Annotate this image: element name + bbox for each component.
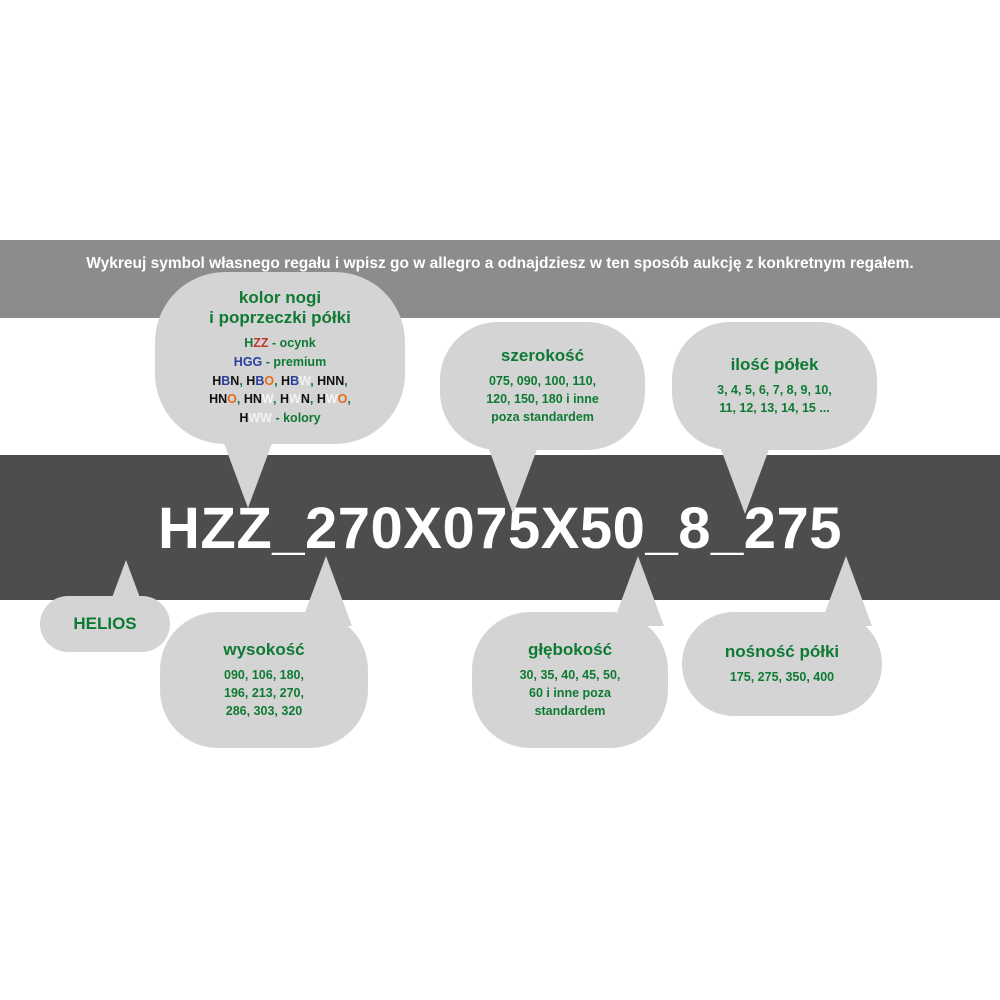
glebokosc-line-3: standardem — [534, 704, 606, 719]
callout-wysokosc-title: wysokość — [223, 639, 305, 659]
szerokosc-line-1: 075, 090, 100, 110, — [488, 373, 597, 388]
callout-helios-brand — [40, 596, 170, 652]
callout-kolor-body — [209, 334, 351, 428]
background-band-top — [0, 240, 1000, 318]
callout-tail-kolor — [222, 438, 274, 508]
callout-glebokosc-body — [520, 666, 621, 720]
kolor-line-3: HBN, HBO, HBW, HNN, — [212, 373, 348, 388]
callout-kolor-title-line1: kolor nogi — [238, 288, 322, 308]
szerokosc-line-2: 120, 150, 180 i inne — [486, 391, 599, 406]
callout-glebokosc-title: głębokość — [527, 639, 613, 659]
nosnosc-line-1: 175, 275, 350, 400 — [729, 669, 835, 684]
wysokosc-line-1: 090, 106, 180, — [224, 667, 304, 682]
wysokosc-line-3: 286, 303, 320 — [225, 704, 303, 719]
headline-text: Wykreuj symbol własnego regału i wpisz go w allegro a odnajdziesz w ten sposób aukcję z konkretnym regałem. — [86, 255, 914, 272]
callout-helios-label: HELIOS — [73, 613, 137, 633]
ilosc-line-2: 11, 12, 13, 14, 15 ... — [719, 401, 830, 416]
callout-tail-ilosc — [719, 444, 771, 514]
callout-kolor-title-line2: i poprzeczki półki — [209, 308, 351, 328]
callout-szerokosc-title: szerokość — [500, 345, 585, 365]
callout-glebokosc — [472, 612, 668, 748]
callout-nosnosc-body — [730, 668, 834, 686]
callout-ilosc-body — [717, 381, 832, 417]
callout-nosnosc-title: nośność półki — [724, 641, 840, 661]
callout-ilosc-polek — [672, 322, 877, 450]
ilosc-line-1: 3, 4, 5, 6, 7, 8, 9, 10, — [717, 382, 832, 397]
callout-ilosc-title: ilość półek — [730, 354, 819, 374]
glebokosc-line-2: 60 i inne poza — [529, 685, 611, 700]
kolor-line-5: HWW - kolory — [239, 411, 321, 426]
callout-szerokosc-body — [486, 372, 599, 426]
product-symbol: HZZ_270X075X50_8_275 — [158, 496, 842, 561]
callout-nosnosc-polki — [682, 612, 882, 716]
kolor-line-4: HNO, HNW, HWN, HWO, — [209, 392, 351, 407]
szerokosc-line-3: poza standardem — [491, 410, 594, 425]
callout-tail-szerokosc — [487, 444, 539, 514]
glebokosc-line-1: 30, 35, 40, 45, 50, — [519, 667, 621, 682]
callout-wysokosc — [160, 612, 368, 748]
wysokosc-line-2: 196, 213, 270, — [224, 685, 304, 700]
kolor-line-hgg: HGG - premium — [233, 354, 327, 369]
callout-szerokosc — [440, 322, 645, 450]
callout-kolor-nogi — [155, 272, 405, 444]
callout-wysokosc-body — [224, 666, 304, 720]
kolor-line-hzz: HZZ - ocynk — [244, 336, 316, 351]
